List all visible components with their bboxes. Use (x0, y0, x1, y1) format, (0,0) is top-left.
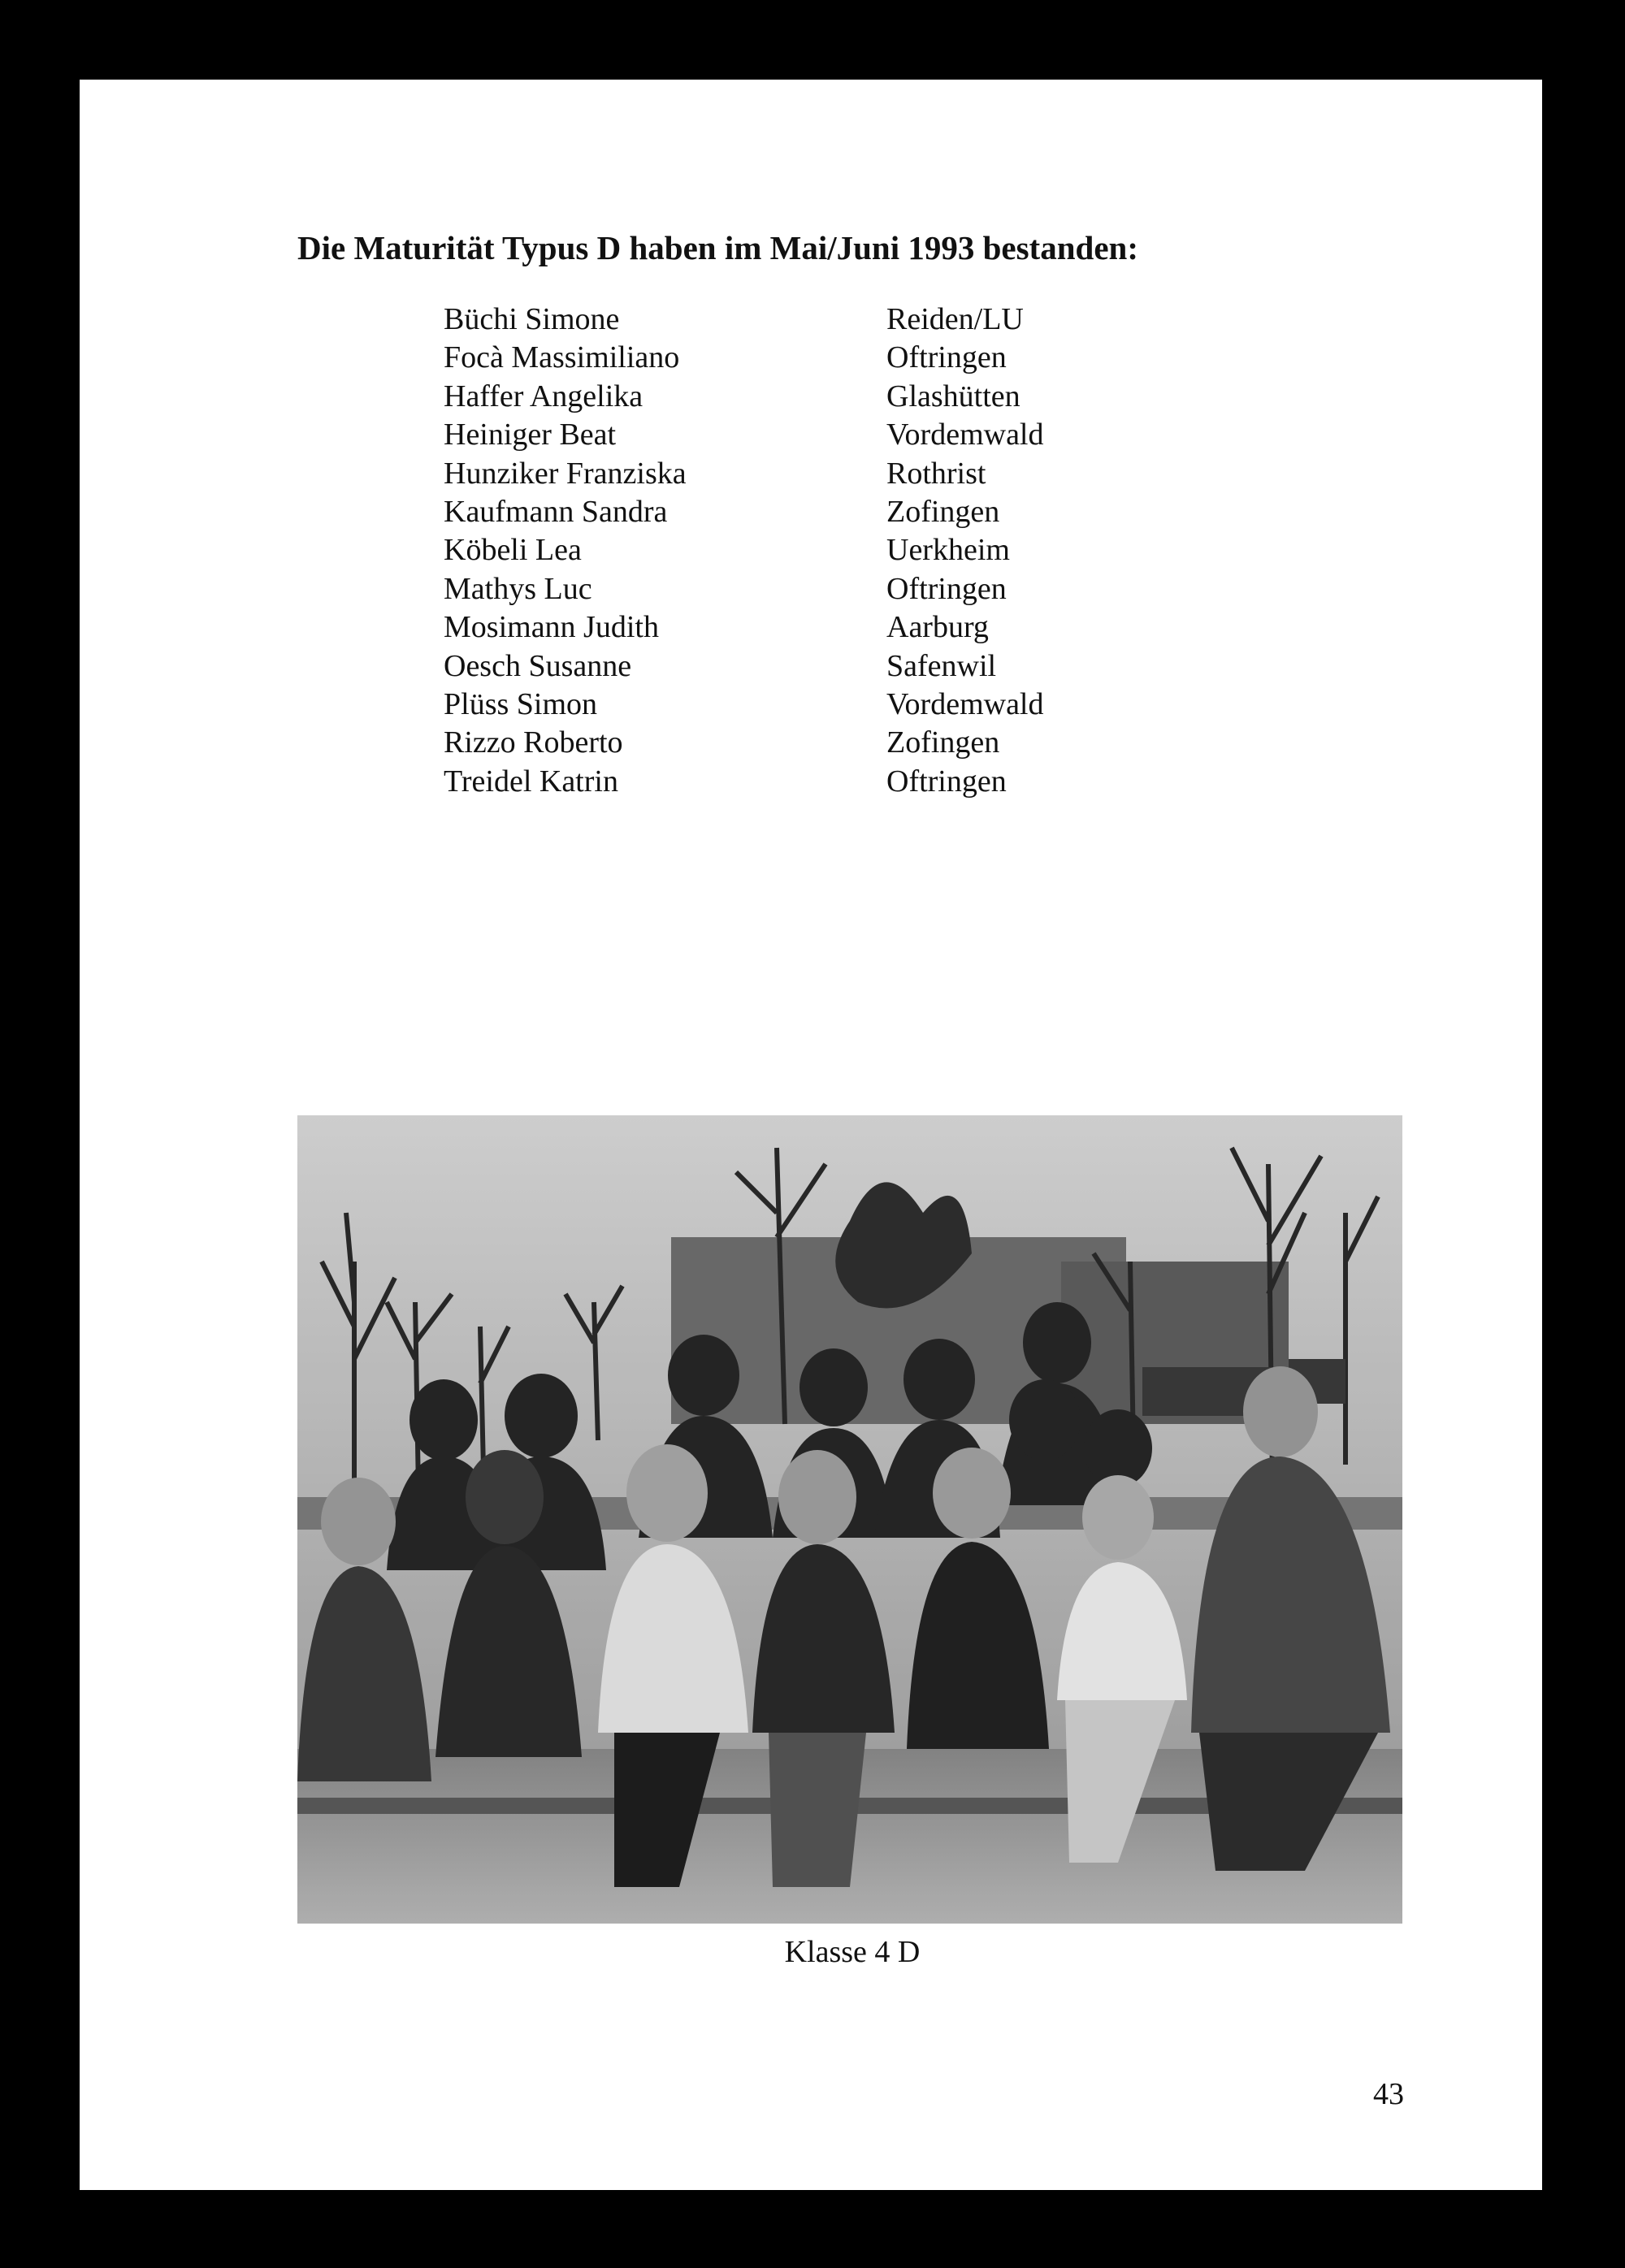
graduate-row (444, 455, 1044, 493)
graduate-town: Zofingen (886, 495, 1000, 530)
graduate-town: Oftringen (886, 571, 1007, 606)
graduate-name: Köbeli Lea (444, 533, 582, 568)
graduate-name: Hunziker Franziska (444, 456, 687, 491)
graduate-row (444, 301, 1044, 339)
graduate-name: Treidel Katrin (444, 764, 618, 799)
graduate-name: Plüss Simon (444, 687, 598, 722)
class-photo (297, 1115, 1402, 1924)
graduate-town: Reiden/LU (886, 302, 1024, 336)
graduate-row (444, 686, 1044, 724)
graduate-name: Rizzo Roberto (444, 725, 623, 760)
graduate-town: Uerkheim (886, 533, 1010, 568)
graduates-table (444, 301, 1044, 801)
graduate-town: Zofingen (886, 725, 1000, 760)
graduate-row (444, 724, 1044, 762)
graduate-town: Rothrist (886, 456, 986, 491)
graduate-row (444, 647, 1044, 686)
graduate-town: Vordemwald (886, 687, 1044, 722)
graduate-name: Mosimann Judith (444, 610, 659, 645)
graduate-row (444, 339, 1044, 377)
graduate-name: Focà Massimiliano (444, 340, 680, 375)
graduate-town: Oftringen (886, 340, 1007, 375)
graduate-name: Oesch Susanne (444, 648, 632, 683)
graduate-town: Aarburg (886, 610, 989, 645)
graduate-row (444, 763, 1044, 801)
graduate-name: Büchi Simone (444, 302, 620, 336)
graduate-row (444, 378, 1044, 416)
graduate-row (444, 416, 1044, 454)
page-number: 43 (1373, 2077, 1404, 2111)
graduate-name: Heiniger Beat (444, 418, 617, 452)
graduate-row (444, 608, 1044, 647)
graduate-town: Glashütten (886, 379, 1020, 413)
graduate-name: Kaufmann Sandra (444, 495, 668, 530)
graduate-town: Safenwil (886, 648, 997, 683)
page-heading: Die Maturität Typus D haben im Mai/Juni 1993 bestanden: (297, 229, 1138, 266)
graduate-row (444, 570, 1044, 608)
graduate-row (444, 531, 1044, 569)
graduate-town: Oftringen (886, 764, 1007, 799)
photo-caption-text: Klasse 4 D (784, 1935, 921, 1969)
graduate-town: Vordemwald (886, 418, 1044, 452)
document-page (80, 80, 1542, 2190)
photo-caption (80, 1934, 1542, 1970)
graduate-row (444, 493, 1044, 531)
graduate-name: Haffer Angelika (444, 379, 644, 413)
graduate-name: Mathys Luc (444, 571, 592, 606)
